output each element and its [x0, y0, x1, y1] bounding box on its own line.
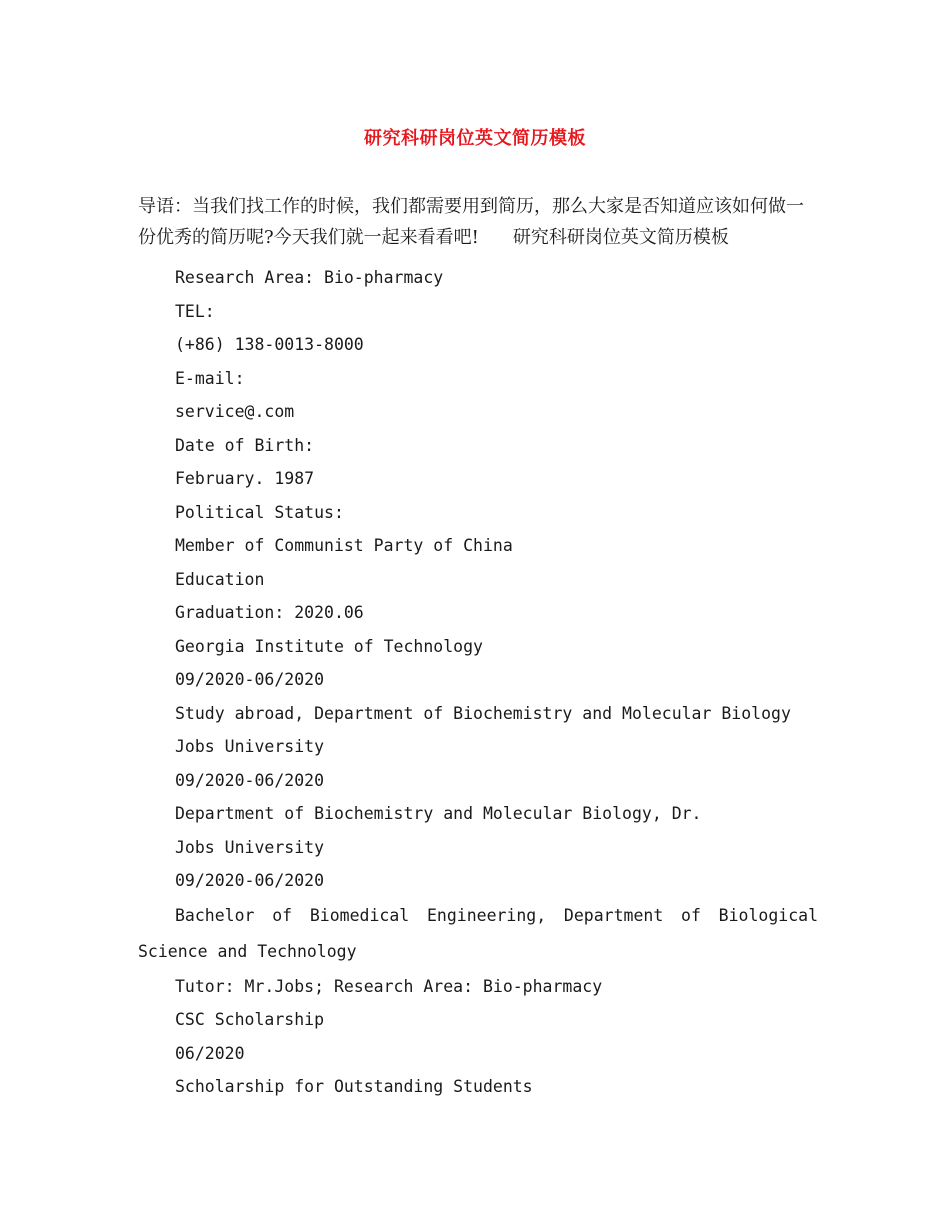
resume-line: CSC Scholarship	[175, 1010, 325, 1029]
resume-line: Research Area: Bio-pharmacy	[175, 268, 444, 287]
resume-line: Department of Biochemistry and Molecular Biology, Dr.	[175, 804, 702, 823]
resume-line: 09/2020-06/2020	[175, 770, 325, 790]
resume-line: Scholarship for Outstanding Students	[175, 1077, 533, 1096]
resume-line: Georgia Institute of Technology	[175, 636, 483, 656]
resume-line: Member of Communist Party of China	[175, 536, 513, 555]
resume-line: Tutor: Mr.Jobs; Research Area: Bio-pharmacy	[175, 976, 603, 996]
resume-line: 06/2020	[175, 1043, 245, 1063]
resume-line: 09/2020-06/2020	[175, 670, 325, 689]
resume-line: Bachelor of Biomedical Engineering, Department of Biological Science and Technology	[138, 905, 818, 961]
resume-line: service@.com	[175, 402, 295, 421]
resume-line: Study abroad, Department of Biochemistry and Molecular Biology	[175, 703, 791, 723]
resume-line: Jobs University	[175, 837, 325, 857]
resume-line: 09/2020-06/2020	[175, 871, 325, 890]
resume-line: Date of Birth:	[175, 435, 315, 455]
resume-lines	[138, 261, 818, 1104]
resume-line: (+86) 138-0013-8000	[175, 335, 364, 354]
resume-line: Graduation: 2020.06	[175, 603, 364, 622]
resume-line: February. 1987	[175, 469, 315, 488]
document-title: 研究科研岗位英文简历模板	[364, 128, 586, 149]
resume-line: Jobs University	[175, 737, 325, 756]
intro-paragraph	[138, 191, 818, 253]
intro-text: 导语：当我们找工作的时候，我们都需要用到简历，那么大家是否知道应该如何做一份优秀的简历呢?今天我们就一起来看看吧!	[138, 196, 804, 248]
resume-line: Political Status:	[175, 502, 344, 522]
intro-subtitle: 研究科研岗位英文简历模板	[512, 227, 729, 248]
resume-line: Education	[175, 569, 265, 589]
resume-line: TEL:	[175, 301, 215, 321]
resume-line: E-mail:	[175, 368, 245, 388]
